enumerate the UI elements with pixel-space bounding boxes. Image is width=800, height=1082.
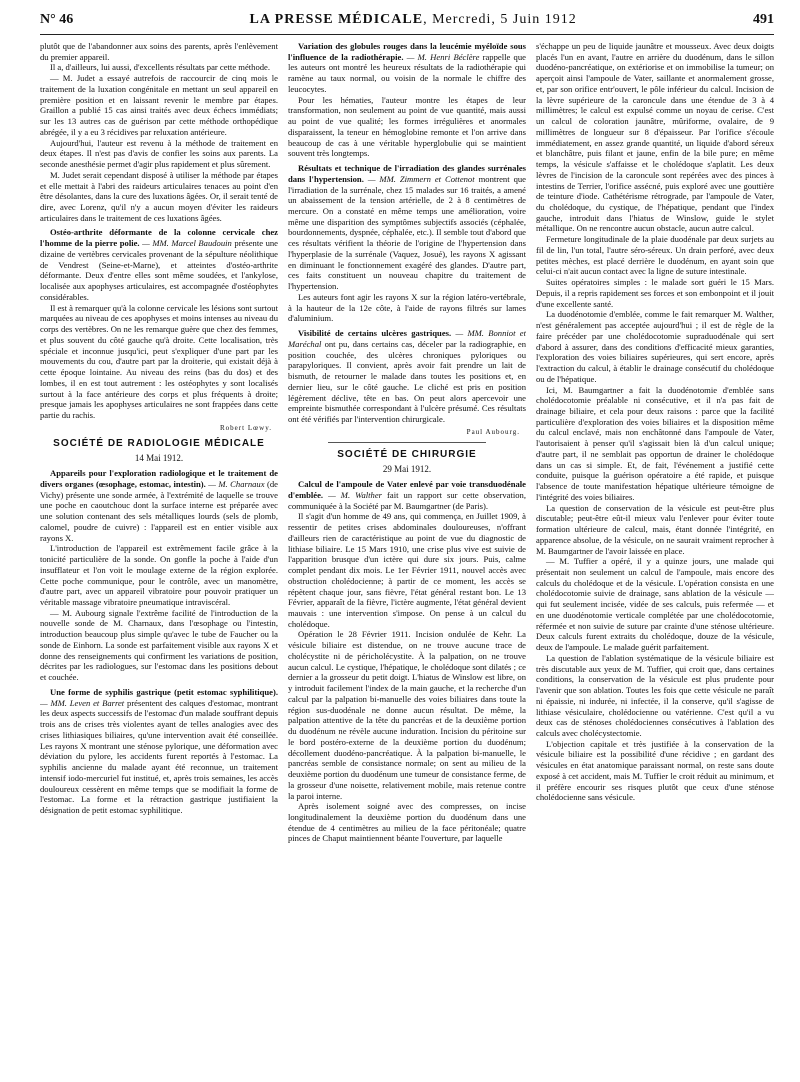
article-author: — MM. Bonniot et Maréchal: [288, 328, 526, 349]
column-2: [288, 41, 526, 1081]
column-1: [40, 41, 278, 1081]
divider: [328, 442, 486, 443]
paragraph: Il est à remarquer qu'à la colonne cervicale les lésions sont surtout marquées au niveau de ces apophyses et moins intenses au niveau du corps des vertèbres. On ne les remarque guère que chez des femmes, et plus souvent du côté gauche qu'à droite. Cette localisation, très spéciale et inconnue jusqu'ici, peut s'expliquer d'une part par les mouvements du cou, d'autre part par la droiterie, qui existait déjà à cette époque lointaine. Au niveau des reins (bas du dos) et des lombes, il en est tout autrement : les ostéophytes y sont localisés surtout à la face antérieure des corps et plus fréquents à droite; presque jamais les apophyses articulaires ne sont frappées dans cette partie du rachis.: [40, 302, 278, 420]
paragraph: s'échappe un peu de liquide jaunâtre et mousseux. Avec deux doigts placés l'un en avant, l'autre en arrière du duodénum, dans le sillon duodéno-pancréatique, on extériorise et on immobilise la tumeur; on aperçoit ainsi l'ampoule de Vater, saillante et anormalement grosse, et, par son orifice entr'ouvert, le pôle inférieur du calcul. Incision de la lèvre supérieure de la caroncule dans une étendue de 3 à 4 millimètres; le calcul est expulsé comme un noyau de cerise. C'est un calcul de coloration jaunâtre, mûriforme, ovalaire, de 9 millimètres de longueur sur 8 d'épaisseur. Par l'orifice s'écoule immédiatement, en assez grande quantité, un liquide d'abord séreux et blanchâtre, puis filant et jaune, enfin de la bile pure; en même temps, la vésicule s'affaisse et le cholédoque s'aplatit. Les deux lèvres de l'incision de la caroncule sont repérées avec des pinces à intestins de Terrier, l'orifice assécné, puis exploré avec une gouttière de teinture d'iode. Cathétérisme rétrograde, par l'ampoule de Vater, du cholédoque, du cystique, de l'hépatique, pendant que l'index gauche, introduit dans l'hiatus de Winslow, guide le stylet métallique. On ne rencontre aucun obstacle, aucun autre calcul.: [536, 41, 774, 234]
paragraph: Opération le 28 Février 1911. Incision ondulée de Kehr. La vésicule biliaire est distendue, on ne trouve aucune trace de cholécystite ni de péricholécystite. À la palpation, on ne trouve aucun calcul. Le cystique, l'hépatique, le cholédoque sont dilatés ; ce dernier a la grosseur du petit doigt. L'hiatus de Winslow est libre, on y introduit facilement l'index de la main gauche, et la recherche d'un calcul par la palpation bi-manuelle des voies biliaires dans toute la région sus-duodénale ne donne aucun résultat. De même, la palpation attentive de la tête du pancréas et de la deuxième portion du duodénum ne révèle aucune induration. Incision du péritoine sur le bord postéro-externe de la deuxième portion du duodénum; décollement duodéno-pancréatique. À la palpation bi-manuelle, le pancréas semble de consistance normale; on sent au milieu de la deuxième portion du duodénum une tumeur de consistance ferme, de la grosseur d'une noisette, relativement mobile, mais retenue contre la paroi interne.: [288, 629, 526, 801]
paragraph: — M. Judet a essayé autrefois de raccourcir de cinq mois le traitement de la luxation congénitale en mettant un seul appareil en première position et en laissant revenir le membre par étapes. Graillon a publié 15 cas ainsi traités avec deux échecs immédiats; sur les 13 autres cas de guérison par cette méthode orthopédique abrégée, il y a eu 3 récidives par reluxation antérieure.: [40, 73, 278, 137]
article-text: ont pu, dans certains cas, déceler par la radiographie, en position couchée, des ulcères chroniques pyloriques ou parapyloriques. Il convient, après avoir fait prendre un lait de bismuth, de retourner le malade dans toutes les positions et, en dernier lieu, sur le côté gauche. Le cliché est pris en position légèrement déclive, tête en bas. On peut alors apercevoir une empreinte bismuthée correspondant à l'ulcère présumé. Ces résultats ont été vérifiés par l'intervention chirurgicale.: [288, 338, 526, 424]
session-date: 14 Mai 1912.: [134, 452, 184, 463]
paragraph: L'objection capitale et très justifiée à la conservation de la vésicule biliaire est la possibilité d'une récidive ; en gardant des vésicules en état anatomique paraissant normal, on reste sans doute exposé à cet accident, mais M. Tuffier le croit réduit au minimum, et il préfère encourir ses risques plutôt que ceux d'une sténose cholédocienne sans vésicule.: [536, 738, 774, 803]
session-date: 29 Mai 1912.: [382, 463, 432, 474]
article-text: présente une dizaine de vertèbres cervicales provenant de la sépulture néolithique de Vendrest (Seine-et-Marne), et atteintes d'ostéo-arthrite déformante. Deux d'entre elles sont même soudées, et l'ankylose, localisée aux apophyses articulaires, est accompagnée d'ostéophytes considérables.: [40, 238, 278, 302]
paragraph: Suites opératoires simples : le malade sort guéri le 15 Mars. Depuis, il a repris rapidement ses forces et son embonpoint et il jouit d'une excellente santé.: [536, 277, 774, 309]
paragraph: Il a, d'ailleurs, lui aussi, d'excellents résultats par cette méthode.: [50, 62, 271, 73]
paragraph: Pour les hématies, l'auteur montre les étapes de leur transformation, non seulement au point de vue quantité, mais aussi au point de vue qualité; les formes irrégulières et anormales disparaissent, la teneur en hémoglobine remonte et l'on arrive dans beaucoup de cas à une véritable hyperglobulie qui se maintient souvent très longtemps.: [288, 94, 526, 159]
article-author: — MM. Leven et Barret: [40, 697, 125, 708]
article: [288, 41, 526, 95]
paragraph: Il s'agit d'un homme de 49 ans, qui commença, en Juillet 1909, à ressentir de petites crises abdominales douloureuses, n'offrant d'ailleurs rien de caractéristique au point de vue du diagnostic de lithiase biliaire. Le 15 Mars 1910, une crise plus vive est suivie de l'apparition brusque d'un ictère qui dure six jours. Puis, calme complet pendant dix mois. Le 1er Février 1911, nouvel accès avec obstruction cholédocienne; à partir de ce moment, les accès se répètent chaque jour, sans fièvre, l'état général restant bon. Le 13 Février, apparaît de la fièvre, l'ictère augmente, l'état général devient mauvais : une intervention s'impose. On pense à un calcul du cholédoque.: [288, 511, 526, 629]
paragraph: Après isolement soigné avec des compresses, on incise longitudinalement la deuxième portion du duodénum dans une étendue de 4 centimètres au milieu de la face péritonéale; quatre pinces de Chaput maintiennent béante l'ouverture, par laquelle: [288, 801, 526, 844]
paragraph: plutôt que de l'abandonner aux soins des parents, après l'enlèvement du premier appareil.: [40, 41, 278, 62]
article: [288, 479, 526, 511]
article: [40, 227, 278, 302]
article-title: Variation des globules rouges dans la leucémie myéloïde sous l'influence de la radiothérapie.: [288, 41, 526, 62]
article: [40, 687, 278, 816]
article-author: — MM. Marcel Baudouin: [142, 238, 232, 249]
article-text: montrent que l'irradiation de la surrénale, chez 15 malades sur 16 traités, a amené un abaissement de la tension artérielle, de 2 à 8 centimètres de mercure. On a constaté en même temps une amélioration, voire même une disparition des symptômes subjectifs associés (céphalée, bourdonnements, dyspnée, céphalée, etc.). Il semble tout d'abord que ces résultats vérifient la théorie de l'origine de l'hypertension dans l'hyperplasie de la surrénale (Vaquez, Josué), les rayons X agissant en diminuant le fonctionnement exagéré des glandes. D'autre part, ces faits constituent un nouveau chapitre du traitement de l'hypertension.: [288, 173, 526, 292]
signature: Paul Aubourg.: [466, 427, 520, 436]
paragraph: M. Judet serait cependant disposé à utiliser la méthode par étapes et elle mettait à l'abri des raideurs articulaires tenaces au point d'en être désolantes, dans la cure des luxations âgées. Or, il serait tenté de dire, avec Lorenz, qu'il n'y a aucun moyen d'éviter les raideurs articulaires dans le traitement de ces luxations âgées.: [40, 169, 278, 223]
article-author: — M. Charnaux: [208, 478, 265, 489]
article-title: Une forme de syphilis gastrique (petit estomac syphilitique).: [50, 686, 278, 697]
column-3: [536, 41, 774, 1081]
paragraph: Les auteurs font agir les rayons X sur la région latéro-vertébrale, à la hauteur de la 12e côte, à l'aide de rayons filtrés sur lames d'aluminium.: [288, 291, 526, 324]
paragraph: L'introduction de l'appareil est extrêmement facile grâce à la tonicité particulière de la sonde. On gonfle la poche à l'aide d'un insufflateur et l'on voit le moulage externe de la région explorée. Cette poche communique, pour le contrôle, avec un manomètre, d'autre part, avec un appareil vibratoire pour pouvoir pratiquer un véritable massage vibratoire pneumatique intraviscéral.: [40, 543, 278, 608]
article-text: rappelle que les auteurs ont montré les heureux résultats de la radiothérapie qui ramène au taux normal, ou voisin de la normale le chiffre des leucocytes.: [288, 51, 526, 94]
journal-title-line: [249, 12, 576, 28]
paragraph: — M. Aubourg signale l'extrême facilité de l'introduction de la nouvelle sonde de M. Charnaux, dans l'œsophage ou l'intestin, introduction beaucoup plus simple qu'avec le tube de Faucher ou la sonde de Einhorn. La sonde est parfaitement visible aux rayons X et donne des renseignements qui confirment les variations de position, décrites par les radiologues, sur l'estomac dans les positions debout et couchée.: [40, 607, 278, 683]
issue-date: , Mercredi, 5 Juin 1912: [423, 12, 577, 27]
paragraph: Fermeture longitudinale de la plaie duodénale par deux surjets au fil de lin, l'un total, l'autre séro-séreux. Un drain perforé, avec deux petites mèches, est placé derrière le duodénum, en ayant soin que celui-ci n'ait aucun contact avec la ligne de suture intestinale.: [536, 234, 774, 277]
article-author: — M. Henri Béclère: [406, 51, 480, 62]
article: [288, 163, 526, 292]
paragraph: — M. Tuffier a opéré, il y a quinze jours, une malade qui présentait non seulement un calcul de l'ampoule, mais encore des calculs du cholédoque et de la vésicule. L'opération consista en une cholédocotomie suivie de drainage, sans ablation de la vésicule — qui fut seulement incisée, vidée de ses calculs, puis refermée — et en une duodénotomie verticale complétée par une cholédocotomie, réfermée et non suivie de suture par crainte d'une sténose ultérieure. Deux calculs furent extraits du cholédoque, douze de la vésicule, deux de l'ampoule. Le malade guérit parfaitement.: [536, 556, 774, 653]
article-title: Visibilité de certains ulcères gastriques.: [298, 328, 452, 339]
paragraph: La duodénotomie d'emblée, comme le fait remarquer M. Walther, n'est généralement pas acceptée aujourd'hui ; il est de règle de la faire précéder par une cholédocotomie supraduodénale qui sert d'abord à assurer, dans des conditions d'efficacité mieux garanties, l'exploration des voies biliaires supérieures, qui sert encore, après l'extraction du calcul, à établir le drainage consécutif du cholédoque ou de l'hépatique.: [536, 309, 774, 384]
paragraph: La question de conservation de la vésicule est peut-être plus discutable; peut-être eût-il mieux valu l'enlever pour éviter toute formation ultérieure de calcul, mais, étant donnée l'intégrité, en apparence absolue, de la vésicule, on ne saurait vraiment reprocher à M. Baumgartner de l'avoir laissée en place.: [536, 502, 774, 556]
article: [288, 328, 526, 425]
article-title: Ostéo-arthrite déformante de la colonne cervicale chez l'homme de la pierre polie.: [40, 227, 278, 249]
page-number: 491: [753, 12, 774, 27]
paragraph: La question de l'ablation systématique de la vésicule biliaire est très discutable aux yeux de M. Tuffier, qui croit que, dans certaines conditions, la conservation de la vésicule est plus prudente pour l'avenir que son ablation. Toutes les fois que cette vésicule ne paraît ni épaissie, ni indurée, ni infectée, il la conserve, qu'il s'agisse de lithiase vésiculaire, cholédocienne ou vatérienne. C'est qu'il a vu deux cas de sténoses cholédociennes consécutives à l'ablation des calculs avec cholécystectomie.: [536, 652, 774, 738]
society-heading: SOCIÉTÉ DE RADIOLOGIE MÉDICALE: [53, 438, 265, 450]
article-text: fait un rapport sur cette observation, communiquée à la Société par M. Baumgartner (de Paris).: [288, 489, 526, 511]
article-text: présentent des calques d'estomac, montrant les deux aspects successifs de l'estomac d'un malade souffrant depuis trois ans de crises très violentes ayant de telles analogies avec des crises lithiasiques biliaires, qu'une intervention avait été conseillée. Les rayons X montrant une sténose pylorique, une déformation avec déviation du pylore, les accidents furent reportés à l'estomac. La syphilis ancienne du malade ayant été reconnue, un traitement intensif iodo-mercuriel fut institué, et, après trois semaines, les accès douloureux cessèrent en même temps que se modifiait la forme de l'estomac. La forme et la rétraction gastrique justifiaient la désignation de petit estomac syphilitique.: [40, 697, 278, 815]
signature: Robert Lœwy.: [220, 423, 272, 432]
article-text: (de Vichy) présente une sonde armée, à l'extrémité de laquelle se trouve une poche en caoutchouc dont la surface interne est préparée avec une solution contenant des sels métalliques lourds (sels de plomb, calomel, poudre de cuivre) : l'appareil est en entier visible aux rayons X.: [40, 478, 278, 543]
article-title: Résultats et technique de l'irradiation des glandes surrénales dans l'hypertension.: [288, 163, 526, 184]
paragraph: Ici, M. Baumgartner a fait la duodénotomie d'emblée sans cholédocotomie préalable ni consécutive, et il n'a pas fait de drainage biliaire, et cela pour deux raisons : parce que la facilité particulière d'exploration des voies biliaires et la disposition même du calcul enclavé, mais non enchâtonné dans l'ampoule de Vater, l'autorisaient à penser qu'il s'agissait bien là d'un calcul unique; d'autre part, il ne semblait pas opportun de drainer le cholédoque dans un cas si simple. Et, de fait, l'événement a justifié cette conduite, puisque la guérison opératoire a été rapide, et puisque l'absence de toute manifestation hépatique ultérieure témoigne de l'intégrité des voies biliaires.: [536, 384, 774, 502]
society-heading: SOCIÉTÉ DE CHIRURGIE: [337, 449, 477, 461]
text-columns: [40, 41, 774, 1081]
issue-number: N° 46: [40, 12, 74, 27]
article-author: — M. Walther: [328, 489, 383, 500]
article-author: — MM. Zimmern et Cottenot: [367, 173, 475, 184]
page-header: [40, 12, 774, 35]
paragraph: Aujourd'hui, l'auteur est revenu à la méthode de traitement en deux étapes. Il n'est pas d'avis de confier les soins aux parents. La seconde anesthésie permet d'agir plus rapidement et plus sûrement.: [40, 137, 278, 170]
article: [40, 468, 278, 543]
journal-title: LA PRESSE MÉDICALE: [249, 12, 424, 27]
article-title: Calcul de l'ampoule de Vater enlevé par voie transduodénale d'emblée.: [288, 479, 526, 500]
article-title: Appareils pour l'exploration radiologique et le traitement de divers organes (œsophage, estomac, intestin).: [40, 468, 278, 489]
